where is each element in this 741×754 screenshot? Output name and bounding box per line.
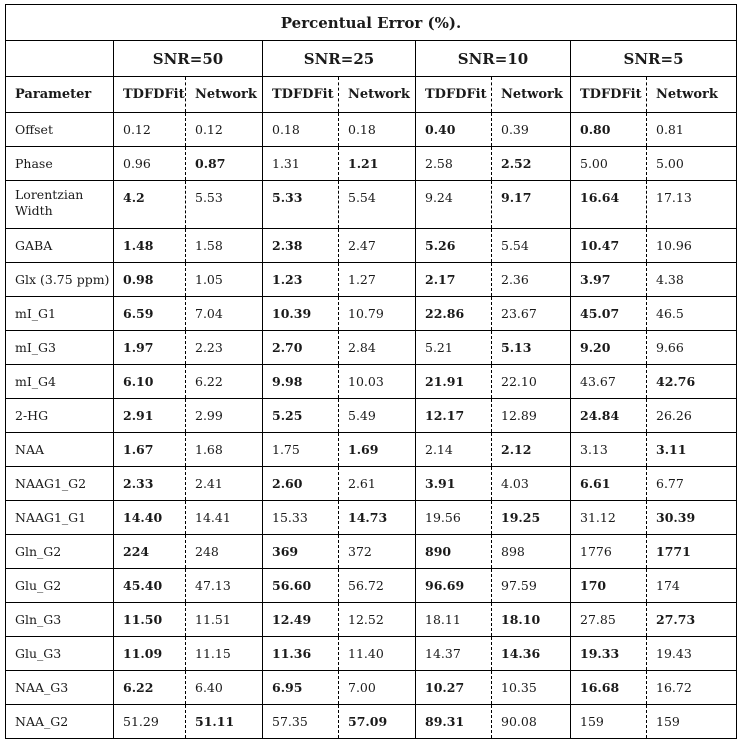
parameter-cell: NAAG1_G2 bbox=[6, 467, 114, 501]
network-value-cell: 2.41 bbox=[186, 467, 263, 501]
tdfdfit-value-cell: 369 bbox=[263, 535, 339, 569]
tdfdfit-value-cell: 5.25 bbox=[263, 399, 339, 433]
tdfdfit-value-cell: 11.50 bbox=[114, 603, 186, 637]
network-value-cell: 159 bbox=[647, 705, 737, 739]
network-value-cell: 14.41 bbox=[186, 501, 263, 535]
network-value-cell: 5.00 bbox=[647, 147, 737, 181]
table-row bbox=[6, 365, 737, 399]
table-row bbox=[6, 263, 737, 297]
tdfdfit-value-cell: 27.85 bbox=[571, 603, 647, 637]
network-value-cell: 2.36 bbox=[492, 263, 571, 297]
tdfdfit-value-cell: 2.91 bbox=[114, 399, 186, 433]
tdfdfit-value-cell: 0.96 bbox=[114, 147, 186, 181]
parameter-cell: mI_G4 bbox=[6, 365, 114, 399]
network-value-cell: 10.03 bbox=[339, 365, 416, 399]
table-row bbox=[6, 297, 737, 331]
tdfdfit-value-cell: 0.80 bbox=[571, 113, 647, 147]
tdfdfit-value-cell: 170 bbox=[571, 569, 647, 603]
tdfdfit-value-cell: 11.09 bbox=[114, 637, 186, 671]
table-row bbox=[6, 331, 737, 365]
network-value-cell: 6.40 bbox=[186, 671, 263, 705]
network-value-cell: 57.09 bbox=[339, 705, 416, 739]
tdfdfit-value-cell: 16.68 bbox=[571, 671, 647, 705]
tdfdfit-value-cell: 14.40 bbox=[114, 501, 186, 535]
tdfdfit-value-cell: 2.17 bbox=[416, 263, 492, 297]
tdfdfit-value-cell: 2.38 bbox=[263, 229, 339, 263]
network-value-cell: 9.17 bbox=[492, 181, 571, 229]
table-body bbox=[6, 113, 737, 739]
tdfdfit-value-cell: 4.2 bbox=[114, 181, 186, 229]
network-value-cell: 12.52 bbox=[339, 603, 416, 637]
network-value-cell: 1771 bbox=[647, 535, 737, 569]
tdfdfit-value-cell: 5.26 bbox=[416, 229, 492, 263]
network-value-cell: 2.84 bbox=[339, 331, 416, 365]
network-value-cell: 2.99 bbox=[186, 399, 263, 433]
network-value-cell: 7.04 bbox=[186, 297, 263, 331]
network-header: Network bbox=[492, 77, 571, 113]
tdfdfit-value-cell: 1.23 bbox=[263, 263, 339, 297]
tdfdfit-value-cell: 21.91 bbox=[416, 365, 492, 399]
table-row bbox=[6, 229, 737, 263]
network-value-cell: 47.13 bbox=[186, 569, 263, 603]
network-value-cell: 22.10 bbox=[492, 365, 571, 399]
network-value-cell: 51.11 bbox=[186, 705, 263, 739]
table-row bbox=[6, 705, 737, 739]
network-value-cell: 0.18 bbox=[339, 113, 416, 147]
tdfdfit-value-cell: 43.67 bbox=[571, 365, 647, 399]
parameter-cell: 2-HG bbox=[6, 399, 114, 433]
network-value-cell: 5.54 bbox=[492, 229, 571, 263]
network-value-cell: 1.21 bbox=[339, 147, 416, 181]
parameter-cell: NAA_G2 bbox=[6, 705, 114, 739]
tdfdfit-value-cell: 6.22 bbox=[114, 671, 186, 705]
network-value-cell: 30.39 bbox=[647, 501, 737, 535]
tdfdfit-value-cell: 10.47 bbox=[571, 229, 647, 263]
tdfdfit-value-cell: 2.33 bbox=[114, 467, 186, 501]
network-value-cell: 7.00 bbox=[339, 671, 416, 705]
network-value-cell: 2.52 bbox=[492, 147, 571, 181]
tdfdfit-value-cell: 3.13 bbox=[571, 433, 647, 467]
network-value-cell: 42.76 bbox=[647, 365, 737, 399]
table-row bbox=[6, 671, 737, 705]
tdfdfit-value-cell: 890 bbox=[416, 535, 492, 569]
tdfdfit-value-cell: 6.10 bbox=[114, 365, 186, 399]
parameter-cell: mI_G1 bbox=[6, 297, 114, 331]
network-value-cell: 26.26 bbox=[647, 399, 737, 433]
network-value-cell: 10.35 bbox=[492, 671, 571, 705]
network-value-cell: 97.59 bbox=[492, 569, 571, 603]
tdfdfit-value-cell: 45.40 bbox=[114, 569, 186, 603]
parameter-cell: Gln_G2 bbox=[6, 535, 114, 569]
tdfdfit-value-cell: 3.91 bbox=[416, 467, 492, 501]
network-value-cell: 5.49 bbox=[339, 399, 416, 433]
network-value-cell: 11.15 bbox=[186, 637, 263, 671]
network-value-cell: 248 bbox=[186, 535, 263, 569]
network-value-cell: 0.12 bbox=[186, 113, 263, 147]
network-value-cell: 10.79 bbox=[339, 297, 416, 331]
tdfdfit-value-cell: 10.39 bbox=[263, 297, 339, 331]
network-value-cell: 372 bbox=[339, 535, 416, 569]
parameter-cell: NAA bbox=[6, 433, 114, 467]
network-value-cell: 6.22 bbox=[186, 365, 263, 399]
tdfdfit-value-cell: 1.75 bbox=[263, 433, 339, 467]
network-value-cell: 4.38 bbox=[647, 263, 737, 297]
parameter-cell: Glx (3.75 ppm) bbox=[6, 263, 114, 297]
tdfdfit-value-cell: 45.07 bbox=[571, 297, 647, 331]
parameter-cell: Glu_G3 bbox=[6, 637, 114, 671]
tdfdfit-value-cell: 24.84 bbox=[571, 399, 647, 433]
tdfdfit-value-cell: 9.98 bbox=[263, 365, 339, 399]
tdfdfit-value-cell: 96.69 bbox=[416, 569, 492, 603]
tdfdfit-value-cell: 57.35 bbox=[263, 705, 339, 739]
parameter-cell: Lorentzian Width bbox=[6, 181, 114, 229]
network-value-cell: 1.27 bbox=[339, 263, 416, 297]
network-value-cell: 1.05 bbox=[186, 263, 263, 297]
network-value-cell: 14.36 bbox=[492, 637, 571, 671]
network-value-cell: 5.13 bbox=[492, 331, 571, 365]
tdfdfit-value-cell: 19.33 bbox=[571, 637, 647, 671]
network-value-cell: 2.23 bbox=[186, 331, 263, 365]
tdfdfit-value-cell: 19.56 bbox=[416, 501, 492, 535]
tdfdfit-value-cell: 0.12 bbox=[114, 113, 186, 147]
tdfdfit-value-cell: 159 bbox=[571, 705, 647, 739]
network-value-cell: 23.67 bbox=[492, 297, 571, 331]
percentual-error-table bbox=[5, 4, 737, 739]
tdfdfit-value-cell: 56.60 bbox=[263, 569, 339, 603]
tdfdfit-value-cell: 2.60 bbox=[263, 467, 339, 501]
network-value-cell: 4.03 bbox=[492, 467, 571, 501]
tdfdfit-value-cell: 10.27 bbox=[416, 671, 492, 705]
tdfdfit-value-cell: 2.70 bbox=[263, 331, 339, 365]
network-value-cell: 2.12 bbox=[492, 433, 571, 467]
parameter-cell: NAA_G3 bbox=[6, 671, 114, 705]
network-value-cell: 11.40 bbox=[339, 637, 416, 671]
tdfdfit-header: TDFDFit bbox=[114, 77, 186, 113]
network-value-cell: 1.58 bbox=[186, 229, 263, 263]
tdfdfit-value-cell: 6.95 bbox=[263, 671, 339, 705]
tdfdfit-value-cell: 89.31 bbox=[416, 705, 492, 739]
tdfdfit-value-cell: 5.33 bbox=[263, 181, 339, 229]
table-row bbox=[6, 399, 737, 433]
snr-5-header: SNR=5 bbox=[571, 41, 737, 77]
parameter-cell: Glu_G2 bbox=[6, 569, 114, 603]
network-value-cell: 1.69 bbox=[339, 433, 416, 467]
tdfdfit-value-cell: 1.48 bbox=[114, 229, 186, 263]
tdfdfit-value-cell: 0.18 bbox=[263, 113, 339, 147]
parameter-cell: Gln_G3 bbox=[6, 603, 114, 637]
table-title: Percentual Error (%). bbox=[6, 5, 737, 41]
table-row bbox=[6, 181, 737, 229]
tdfdfit-value-cell: 2.14 bbox=[416, 433, 492, 467]
snr-empty-cell bbox=[6, 41, 114, 77]
network-value-cell: 46.5 bbox=[647, 297, 737, 331]
table-row bbox=[6, 147, 737, 181]
table-row bbox=[6, 535, 737, 569]
tdfdfit-value-cell: 5.21 bbox=[416, 331, 492, 365]
parameter-header: Parameter bbox=[6, 77, 114, 113]
tdfdfit-header: TDFDFit bbox=[416, 77, 492, 113]
table-row bbox=[6, 501, 737, 535]
tdfdfit-value-cell: 12.17 bbox=[416, 399, 492, 433]
network-value-cell: 0.81 bbox=[647, 113, 737, 147]
tdfdfit-value-cell: 1776 bbox=[571, 535, 647, 569]
parameter-cell: GABA bbox=[6, 229, 114, 263]
tdfdfit-value-cell: 5.00 bbox=[571, 147, 647, 181]
network-value-cell: 19.25 bbox=[492, 501, 571, 535]
network-value-cell: 174 bbox=[647, 569, 737, 603]
table-row bbox=[6, 569, 737, 603]
tdfdfit-header: TDFDFit bbox=[571, 77, 647, 113]
tdfdfit-header: TDFDFit bbox=[263, 77, 339, 113]
tdfdfit-value-cell: 0.98 bbox=[114, 263, 186, 297]
tdfdfit-value-cell: 224 bbox=[114, 535, 186, 569]
tdfdfit-value-cell: 2.58 bbox=[416, 147, 492, 181]
network-value-cell: 1.68 bbox=[186, 433, 263, 467]
tdfdfit-value-cell: 1.97 bbox=[114, 331, 186, 365]
tdfdfit-value-cell: 16.64 bbox=[571, 181, 647, 229]
table-row bbox=[6, 433, 737, 467]
tdfdfit-value-cell: 22.86 bbox=[416, 297, 492, 331]
tdfdfit-value-cell: 12.49 bbox=[263, 603, 339, 637]
table-row bbox=[6, 603, 737, 637]
network-header: Network bbox=[647, 77, 737, 113]
tdfdfit-value-cell: 9.20 bbox=[571, 331, 647, 365]
network-header: Network bbox=[186, 77, 263, 113]
network-value-cell: 27.73 bbox=[647, 603, 737, 637]
parameter-cell: mI_G3 bbox=[6, 331, 114, 365]
tdfdfit-value-cell: 3.97 bbox=[571, 263, 647, 297]
network-value-cell: 2.47 bbox=[339, 229, 416, 263]
network-value-cell: 56.72 bbox=[339, 569, 416, 603]
tdfdfit-value-cell: 9.24 bbox=[416, 181, 492, 229]
snr-10-header: SNR=10 bbox=[416, 41, 571, 77]
tdfdfit-value-cell: 18.11 bbox=[416, 603, 492, 637]
network-value-cell: 19.43 bbox=[647, 637, 737, 671]
tdfdfit-value-cell: 6.59 bbox=[114, 297, 186, 331]
tdfdfit-value-cell: 1.31 bbox=[263, 147, 339, 181]
tdfdfit-value-cell: 6.61 bbox=[571, 467, 647, 501]
snr-25-header: SNR=25 bbox=[263, 41, 416, 77]
table-row bbox=[6, 637, 737, 671]
parameter-cell: Phase bbox=[6, 147, 114, 181]
network-value-cell: 11.51 bbox=[186, 603, 263, 637]
network-value-cell: 18.10 bbox=[492, 603, 571, 637]
snr-50-header: SNR=50 bbox=[114, 41, 263, 77]
network-value-cell: 0.39 bbox=[492, 113, 571, 147]
tdfdfit-value-cell: 51.29 bbox=[114, 705, 186, 739]
network-value-cell: 6.77 bbox=[647, 467, 737, 501]
table-row bbox=[6, 467, 737, 501]
table-row bbox=[6, 113, 737, 147]
tdfdfit-value-cell: 14.37 bbox=[416, 637, 492, 671]
network-value-cell: 0.87 bbox=[186, 147, 263, 181]
network-value-cell: 2.61 bbox=[339, 467, 416, 501]
network-value-cell: 12.89 bbox=[492, 399, 571, 433]
network-value-cell: 17.13 bbox=[647, 181, 737, 229]
tdfdfit-value-cell: 1.67 bbox=[114, 433, 186, 467]
network-value-cell: 898 bbox=[492, 535, 571, 569]
parameter-cell: Offset bbox=[6, 113, 114, 147]
network-value-cell: 90.08 bbox=[492, 705, 571, 739]
tdfdfit-value-cell: 31.12 bbox=[571, 501, 647, 535]
network-value-cell: 3.11 bbox=[647, 433, 737, 467]
network-value-cell: 14.73 bbox=[339, 501, 416, 535]
tdfdfit-value-cell: 15.33 bbox=[263, 501, 339, 535]
network-value-cell: 16.72 bbox=[647, 671, 737, 705]
network-value-cell: 10.96 bbox=[647, 229, 737, 263]
network-value-cell: 5.54 bbox=[339, 181, 416, 229]
network-value-cell: 9.66 bbox=[647, 331, 737, 365]
tdfdfit-value-cell: 0.40 bbox=[416, 113, 492, 147]
parameter-cell: NAAG1_G1 bbox=[6, 501, 114, 535]
tdfdfit-value-cell: 11.36 bbox=[263, 637, 339, 671]
network-header: Network bbox=[339, 77, 416, 113]
network-value-cell: 5.53 bbox=[186, 181, 263, 229]
